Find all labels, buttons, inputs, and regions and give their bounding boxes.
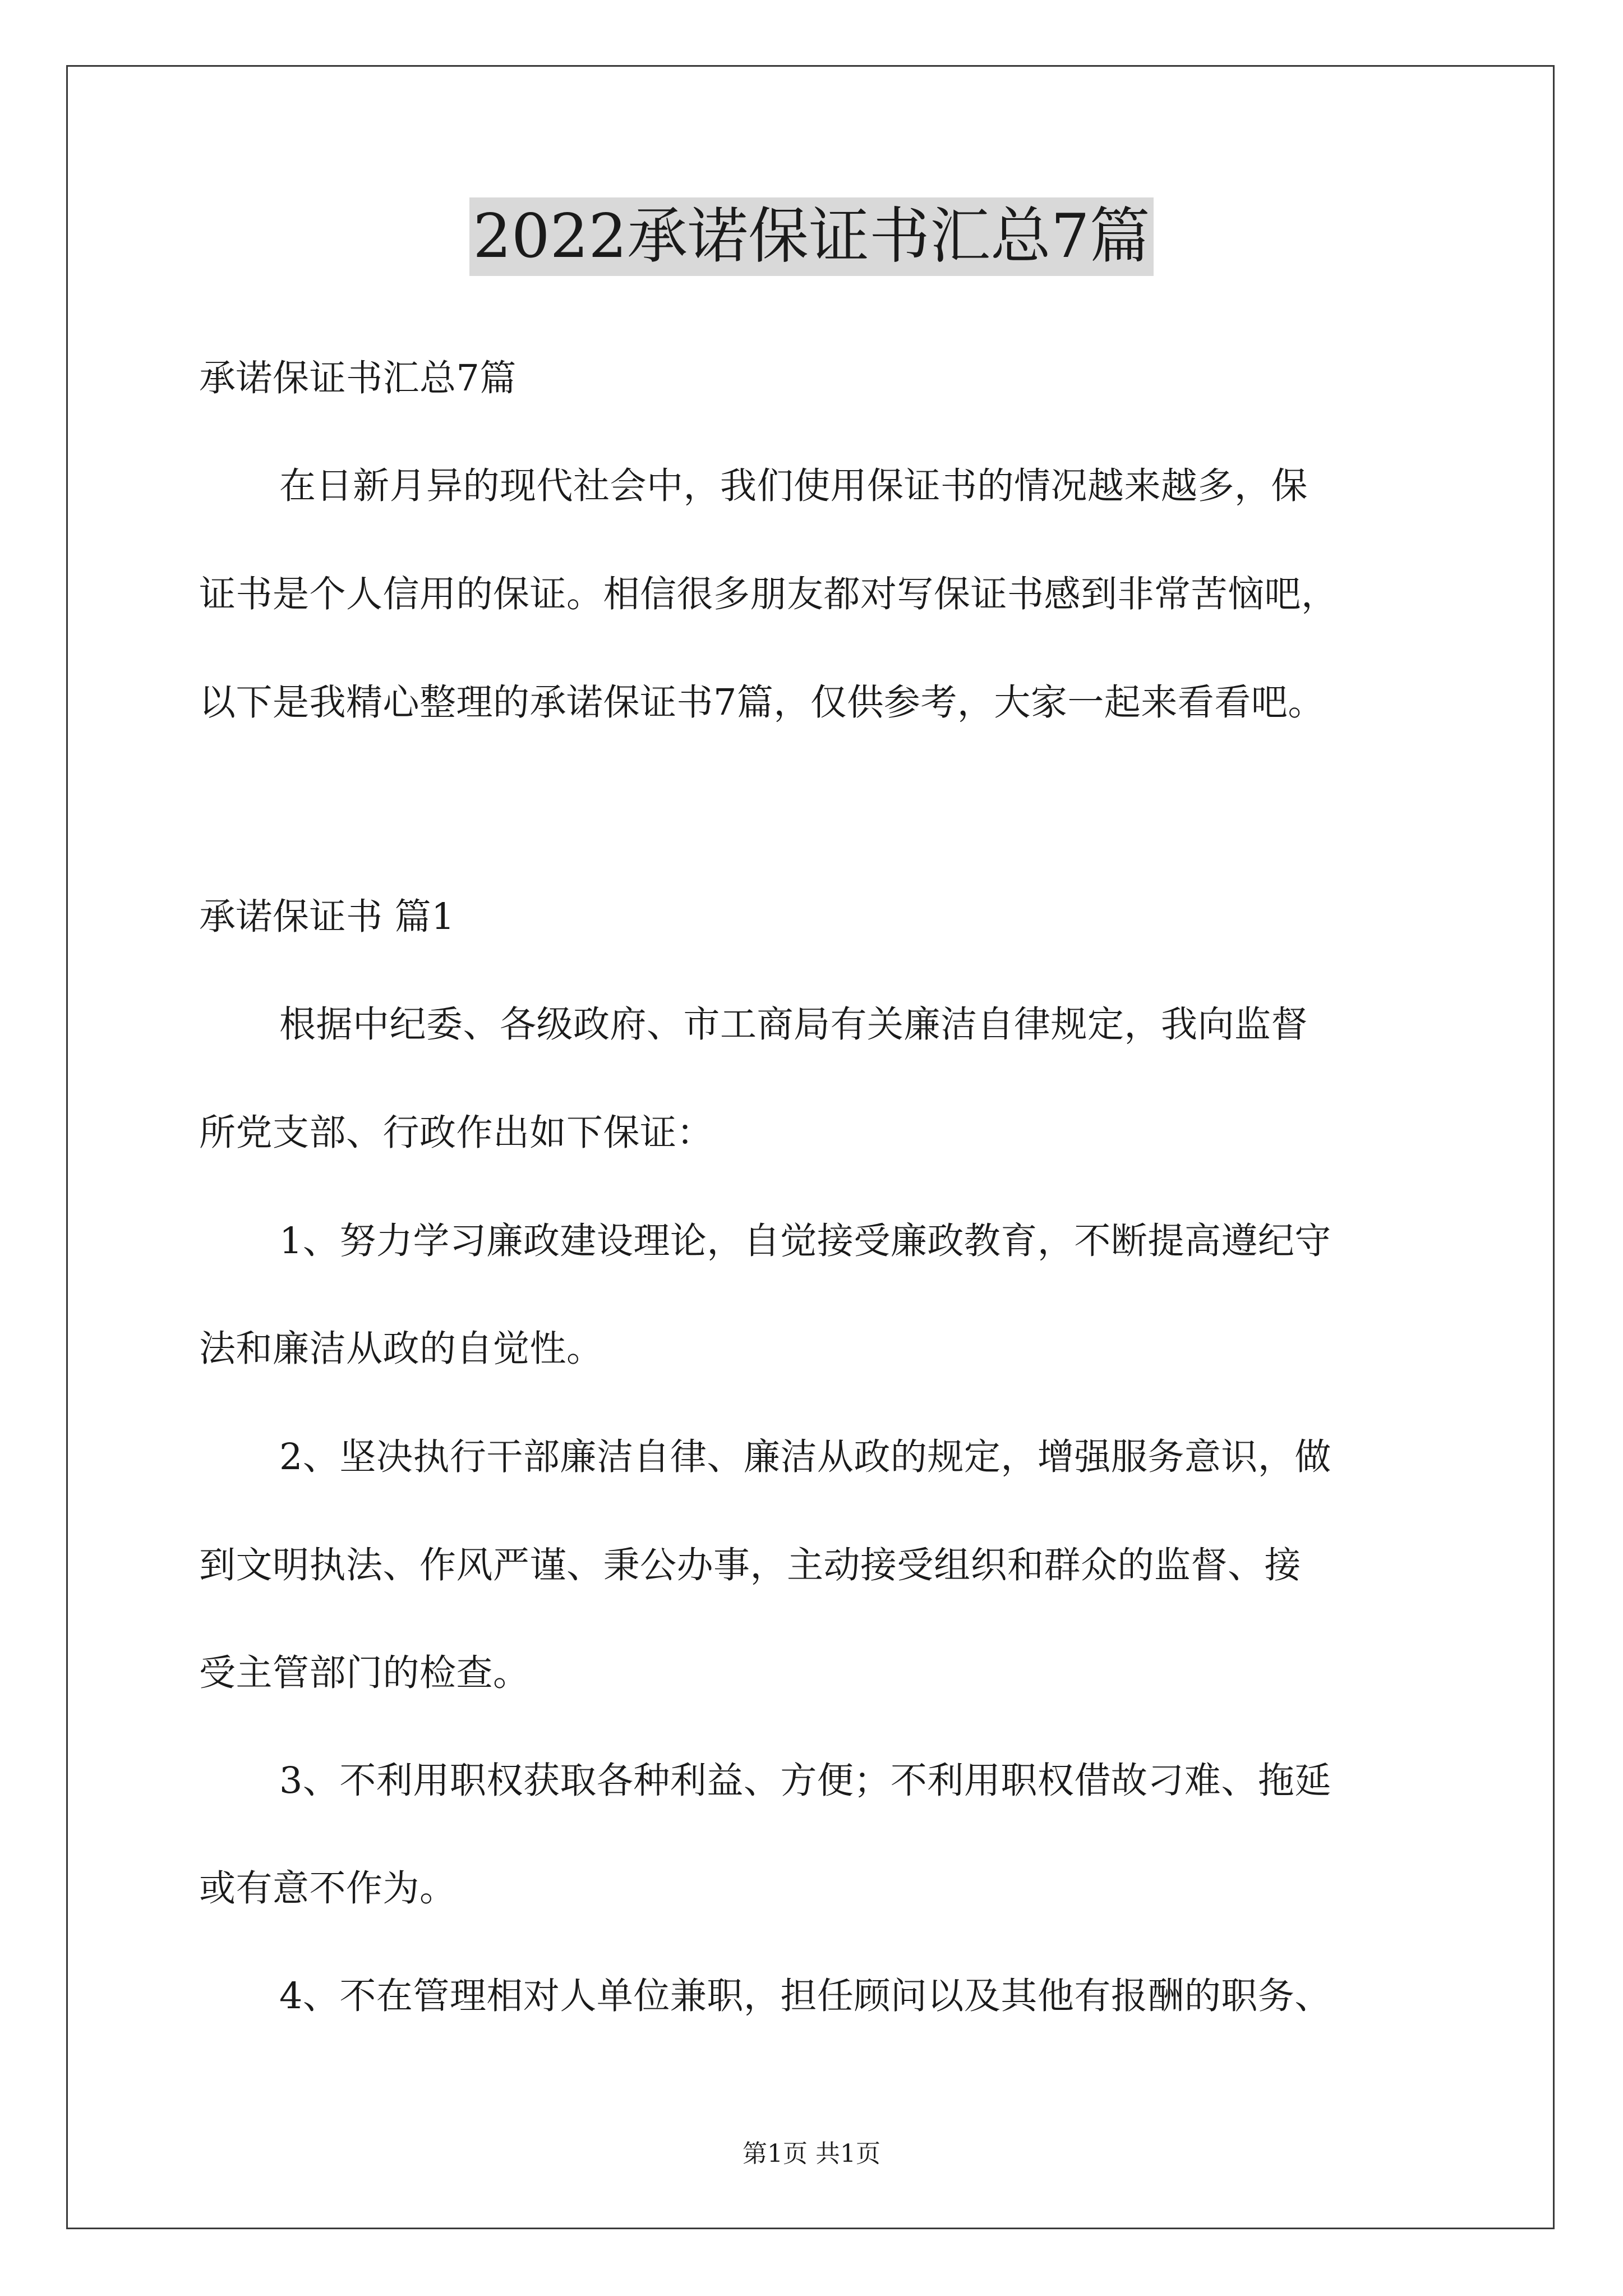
document-title-block <box>0 197 1623 276</box>
list-item-line: 或有意不作为。 <box>199 1867 457 1910</box>
list-item-line: 3、不利用职权获取各种利益、方便；不利用职权借故刁难、拖延 <box>279 1760 1331 1802</box>
list-item-line: 受主管部门的检查。 <box>199 1652 530 1694</box>
paragraph-line: 证书是个人信用的保证。相信很多朋友都对写保证书感到非常苦恼吧， <box>199 573 1338 615</box>
paragraph-line: 在日新月异的现代社会中，我们使用保证书的情况越来越多，保 <box>279 465 1308 507</box>
document-subtitle: 承诺保证书汇总7篇 <box>199 357 517 399</box>
paragraph-line: 以下是我精心整理的承诺保证书7篇，仅供参考，大家一起来看看吧。 <box>199 682 1325 724</box>
paragraph-line: 根据中纪委、各级政府、市工商局有关廉洁自律规定，我向监督 <box>279 1004 1308 1046</box>
document-title: 2022承诺保证书汇总7篇 <box>469 197 1154 276</box>
list-item-line: 4、不在管理相对人单位兼职，担任顾问以及其他有报酬的职务、 <box>279 1975 1331 2017</box>
list-item-line: 1、努力学习廉政建设理论，自觉接受廉政教育，不断提高遵纪守 <box>279 1220 1331 1262</box>
section-heading: 承诺保证书 篇1 <box>199 896 455 938</box>
paragraph-line: 所党支部、行政作出如下保证： <box>199 1112 714 1154</box>
list-item-line: 到文明执法、作风严谨、秉公办事，主动接受组织和群众的监督、接 <box>199 1544 1302 1586</box>
list-item-line: 法和廉洁从政的自觉性。 <box>199 1328 603 1370</box>
list-item-line: 2、坚决执行干部廉洁自律、廉洁从政的规定，增强服务意识，做 <box>279 1436 1331 1478</box>
page-number-footer: 第1页 共1页 <box>743 2139 880 2168</box>
